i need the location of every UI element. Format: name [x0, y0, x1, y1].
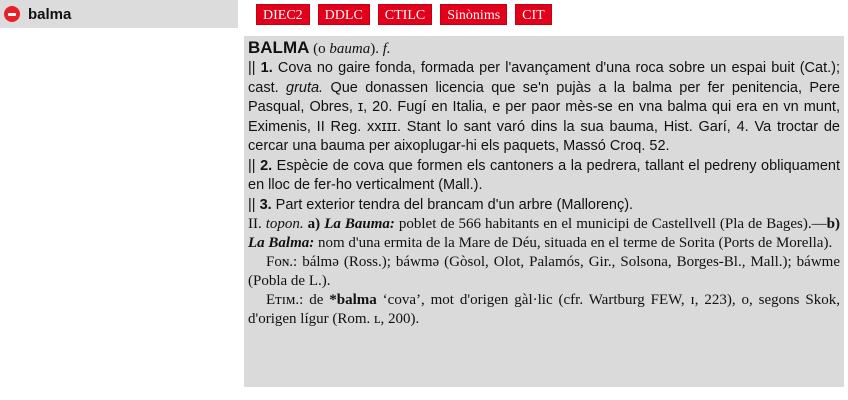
sense-1 [248, 59, 840, 157]
sense-2 [248, 157, 840, 196]
topon-a-name: La Bauma: [324, 216, 395, 232]
variant: bauma [329, 41, 371, 57]
topon-a-marker: a) [303, 216, 325, 232]
sense-3 [248, 196, 840, 216]
ctilc-button[interactable]: CTILC [378, 4, 432, 25]
etim-label: Eᴛɪᴍ.: [266, 292, 304, 308]
variant-open: (o [309, 41, 330, 57]
sense-bar: || [248, 60, 261, 76]
pronunciation [248, 253, 840, 291]
entry-heading [248, 38, 840, 59]
sense-1-text: Cova no gaire fonda, formada per l'avançament d'una roca sobre un espai buit (Cat.); cast. [248, 60, 840, 96]
minus-circle-icon[interactable] [4, 6, 20, 22]
ddlc-button[interactable]: DDLC [318, 4, 370, 25]
sense-2-text: Espècie de cova que formen els cantoners a la pedrera, tallant el pedreny obliquament en lloc de fer-ho verticalment (Mall.). [248, 157, 841, 193]
etymology [248, 291, 840, 329]
search-result-header[interactable] [0, 0, 238, 28]
etim-text-2: ‘cova’, mot d'origen gàl·lic (cfr. Wartburg FEW, ɪ, 223), o, segons Skok, d'origen lígur (Rom. ʟ, 200). [248, 292, 840, 327]
fon-text: bálmə (Ross.); báwmə (Gòsol, Olot, Palamós, Gir., Solsona, Borges-Bl., Mall.); báwme (Pobla de L.). [248, 254, 840, 289]
variant-close: ). [370, 41, 383, 57]
etim-text-1: de [303, 292, 330, 308]
search-word: balma [28, 5, 72, 23]
topon-abbr: topon. [265, 216, 304, 232]
topon-a-text: poblet de 566 habitants en el municipi de Castellvell (Pla de Bages).— [394, 216, 827, 232]
cit-button[interactable]: CIT [515, 4, 552, 25]
topon-b-name: La Balma: [248, 235, 315, 251]
topon-lead: II. [248, 216, 266, 232]
sense-1-cast: gruta. [286, 79, 324, 96]
dictionary-entry [248, 38, 840, 329]
diec2-button[interactable]: DIEC2 [256, 4, 310, 25]
sense-number: 3. [259, 196, 272, 213]
toponyms [248, 215, 840, 253]
sense-number: 1. [260, 60, 273, 76]
sense-bar: || [248, 157, 261, 174]
sense-bar: || [248, 196, 260, 213]
dictionary-buttons [256, 4, 552, 25]
topon-b-text: nom d'una ermita de la Mare de Déu, situada en el terme de Sorita (Ports de Morella). [314, 235, 833, 251]
part-of-speech: f. [382, 41, 391, 57]
headword: BALMA [248, 38, 310, 57]
etim-bold: *balma [329, 292, 377, 308]
sense-number: 2. [260, 157, 273, 174]
sense-3-text: Part exterior tendra del brancam d'un arbre (Mallorenç). [271, 196, 634, 213]
sinonims-button[interactable]: Sinònims [440, 4, 507, 25]
topon-b-marker: b) [826, 216, 840, 232]
sense-1-text-2: Que donassen licencia que se'n pujàs a la balma per fer penitencia, Pere Pasqual, Obres, ɪ, 20. Fugí en Italia, e per paor mès-se en vna balma qui era en vn munt, Eximenis, II Reg. xxɪɪɪ. Stant lo sant varó dins la sua bauma, Hist. Garí, 4. Va troctar de cercar una bauma per aixoplugar-hi els paquets, Massó Croq. 52. [248, 79, 840, 154]
fon-label: Fᴏɴ.: [266, 254, 298, 270]
